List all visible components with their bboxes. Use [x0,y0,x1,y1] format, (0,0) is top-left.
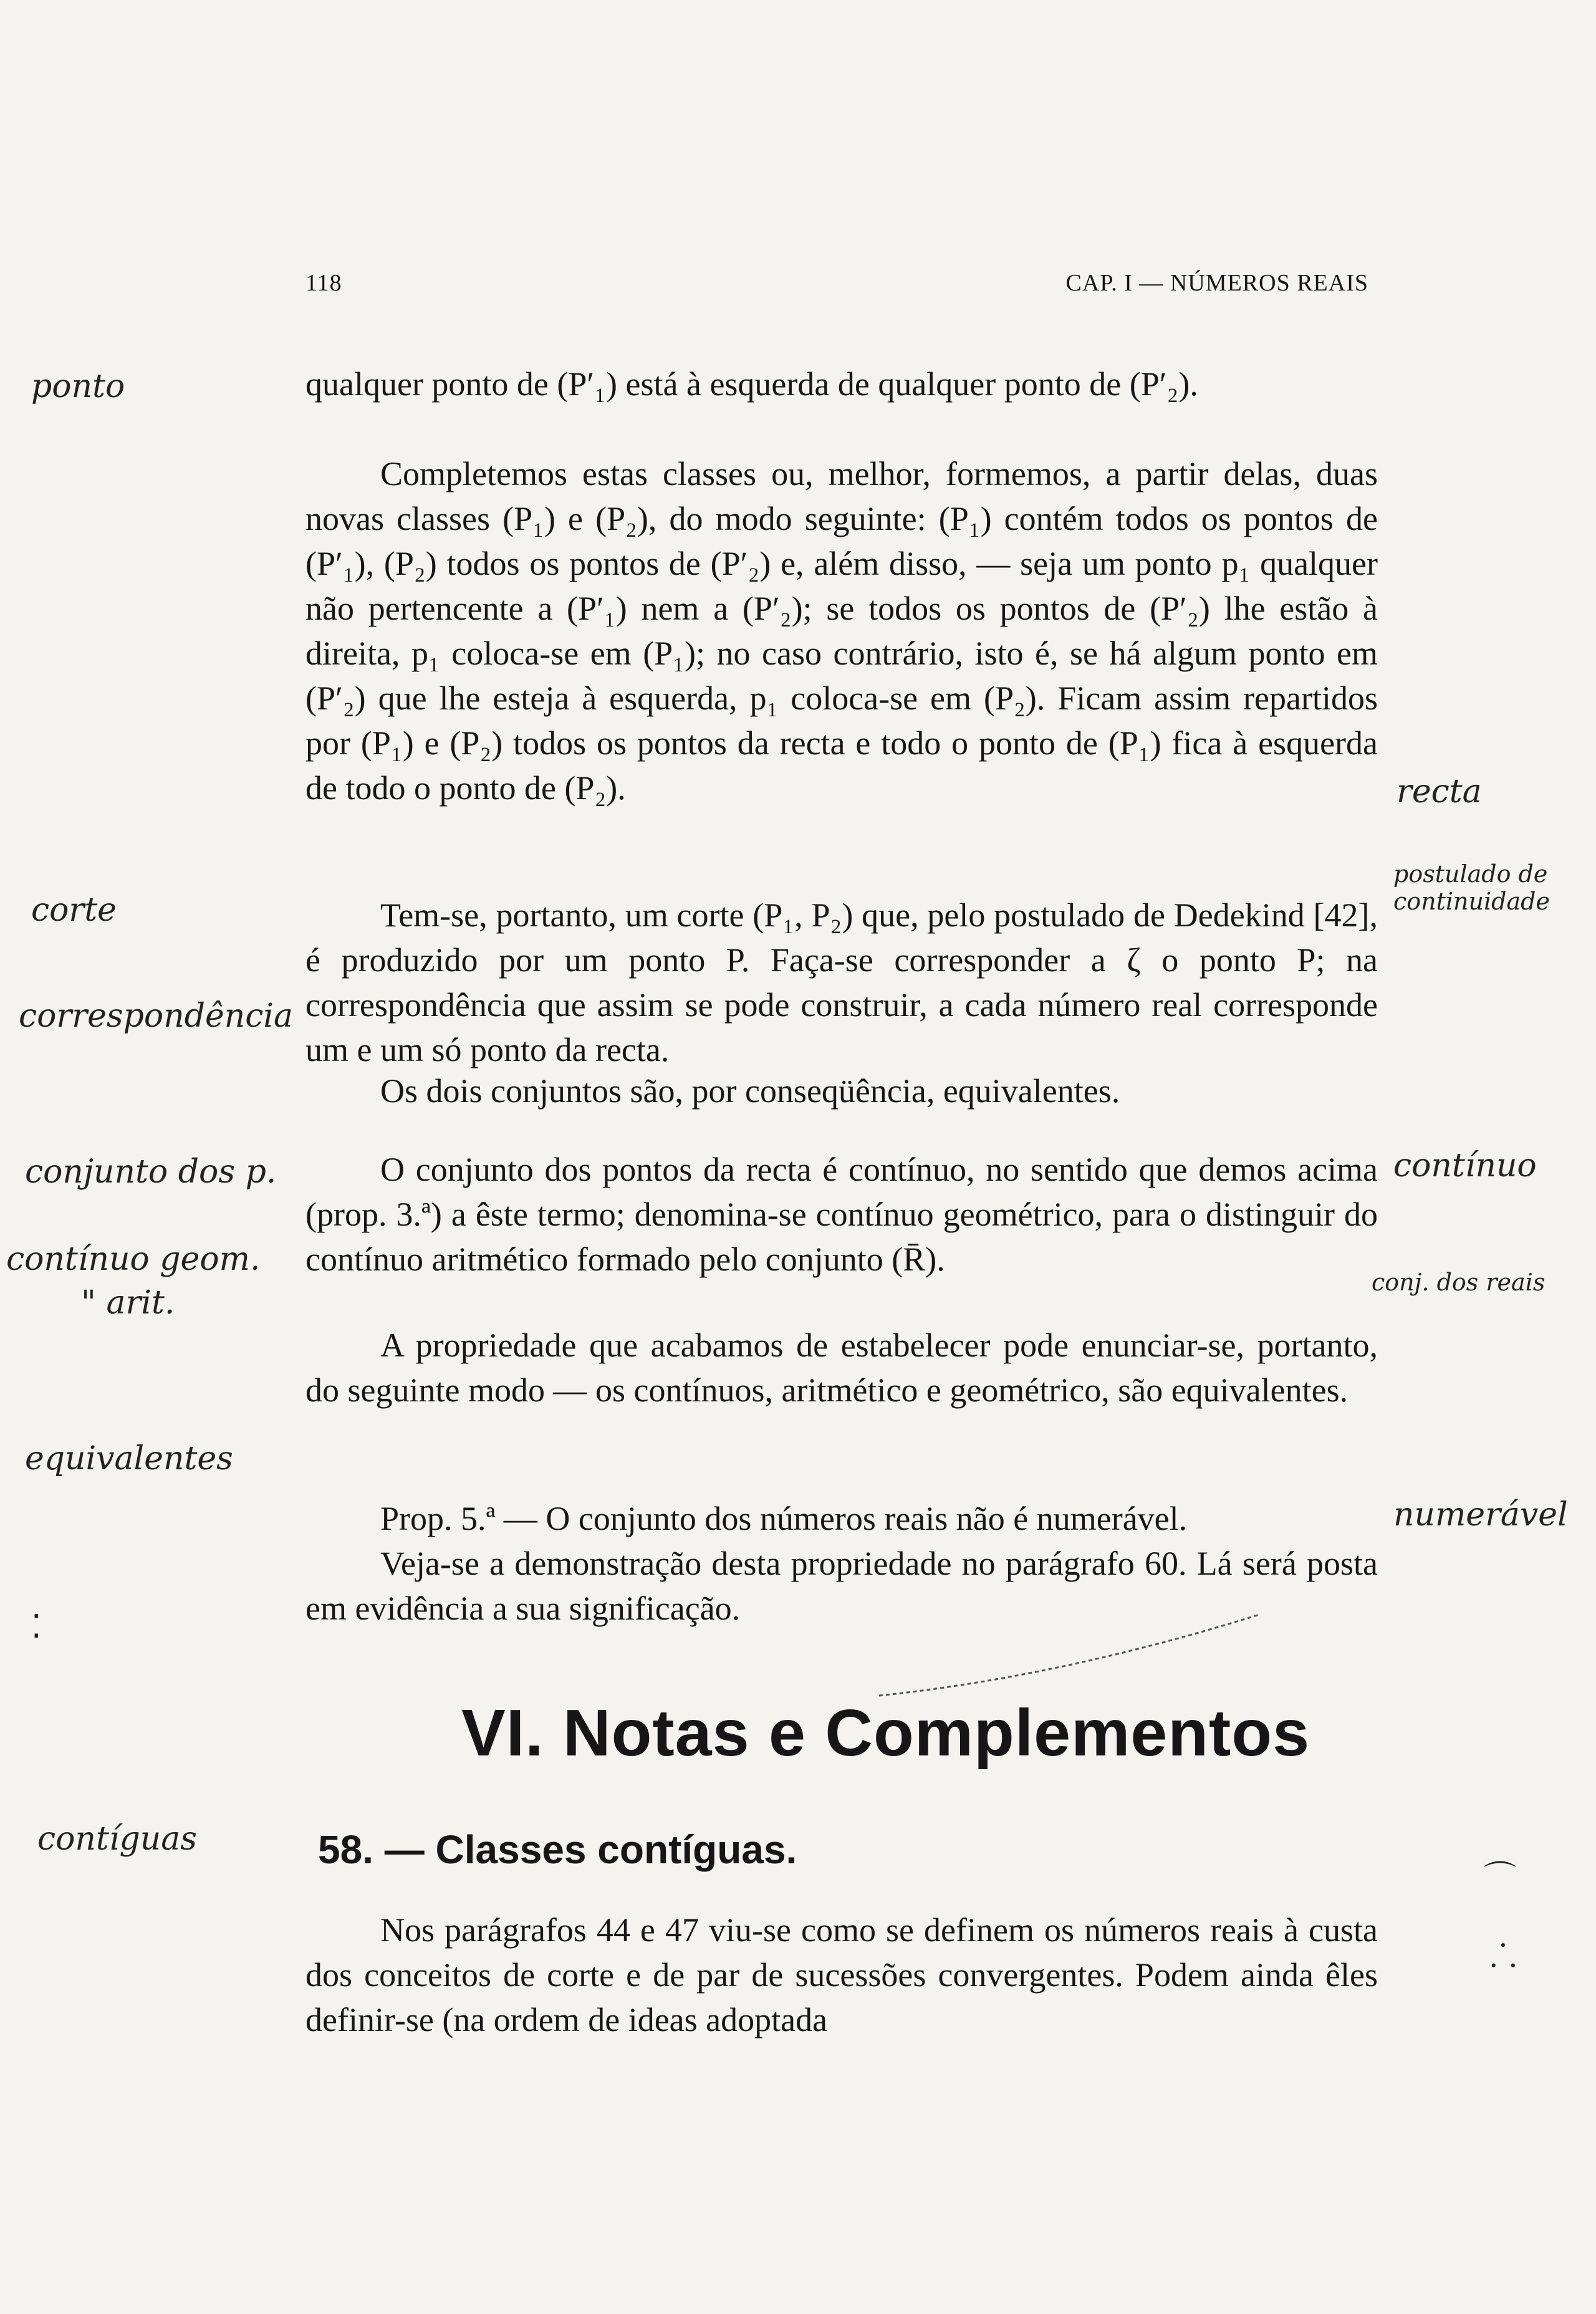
ink-squiggle-mark: ⌒ [1484,1861,1517,1896]
margin-note: postulado de continuidade [1393,860,1550,915]
margin-note: contínuo geom. [6,1241,261,1278]
pencil-stroke-mark [873,1602,1272,1702]
margin-note: contínuo [1393,1147,1537,1184]
margin-note: equivalentes [25,1440,233,1477]
paragraph-3: Tem-se, portanto, um corte (P₁, P₂) que, pelo postulado de Dedekind [42], é produzido por um ponto P. Faça-se corresponder a ζ o ponto P; na correspondência que assim se pode construir, a cada número real corresponde um e um só ponto da recta. [305,896,1378,1068]
paragraph-2: Completemos estas classes ou, melhor, formemos, a partir delas, duas novas classes (P₁) e (P₂), do modo seguinte: (P₁) contém todos os pontos de (P′₁), (P₂) todos os pontos de (P′₂) e, além disso, — seja um ponto p₁ qualquer não pertencente a (P′₁) nem a (P′₂); se todos os pontos de (P′₂) lhe estão à direita, p₁ coloca-se em (P₁); no caso contrário, isto é, se há algum ponto em (P′₂) que lhe esteja à esquerda, p₁ coloca-se em (P₂). Ficam assim repartidos por (P₁) e (P₂) todos os pontos da recta e todo o ponto de (P₁) fica à esquerda de todo o ponto de (P₂). [305,455,1378,807]
margin-note: contíguas [37,1820,197,1858]
running-header: CAP. I — NÚMEROS REAIS [1065,270,1368,296]
paragraph-8: Veja-se a demonstração desta propriedade no parágrafo 60. Lá será posta em evidência a sua significação. [305,1545,1378,1627]
proposition-5: Prop. 5.ª — O conjunto dos números reais não é numerável. [380,1500,1188,1537]
margin-note: corte [31,891,117,929]
margin-note: conj. dos reais [1372,1269,1546,1296]
page-number: 118 [305,270,342,296]
margin-note: conjunto dos p. [25,1153,277,1191]
subsection-heading: 58. — Classes contíguas. [318,1827,797,1872]
margin-note: ponto [31,368,125,405]
paragraph-1: qualquer ponto de (P′₁) está à esquerda de qualquer ponto de (P′₂). [305,365,1198,403]
ink-dots-mark: ⁚ [31,1610,42,1645]
margin-note: numerável [1393,1496,1568,1534]
ink-blot-mark: ⸫ [1490,1939,1517,1974]
margin-note: " arit. [81,1284,175,1322]
paragraph-5: O conjunto dos pontos da recta é contínuo, no sentido que demos acima (prop. 3.ª) a êste termo; denomina-se contínuo geométrico, para o distinguir do contínuo aritmético formado pelo conjunto (R̄). [305,1151,1378,1278]
paragraph-4: Os dois conjuntos são, por conseqüência, equivalentes. [380,1072,1120,1110]
margin-note: recta [1396,773,1482,810]
margin-note: correspondência [19,997,293,1035]
paragraph-6: A propriedade que acabamos de estabelecer pode enunciar-se, portanto, do seguinte modo — os contínuos, aritmético e geométrico, são equivalentes. [305,1327,1378,1409]
paragraph-9: Nos parágrafos 44 e 47 viu-se como se definem os números reais à custa dos conceitos de corte e de par de sucessões convergentes. Podem ainda êles definir-se (na ordem de ideas adoptada [305,1911,1378,2038]
section-heading: VI. Notas e Complementos [461,1696,1310,1770]
